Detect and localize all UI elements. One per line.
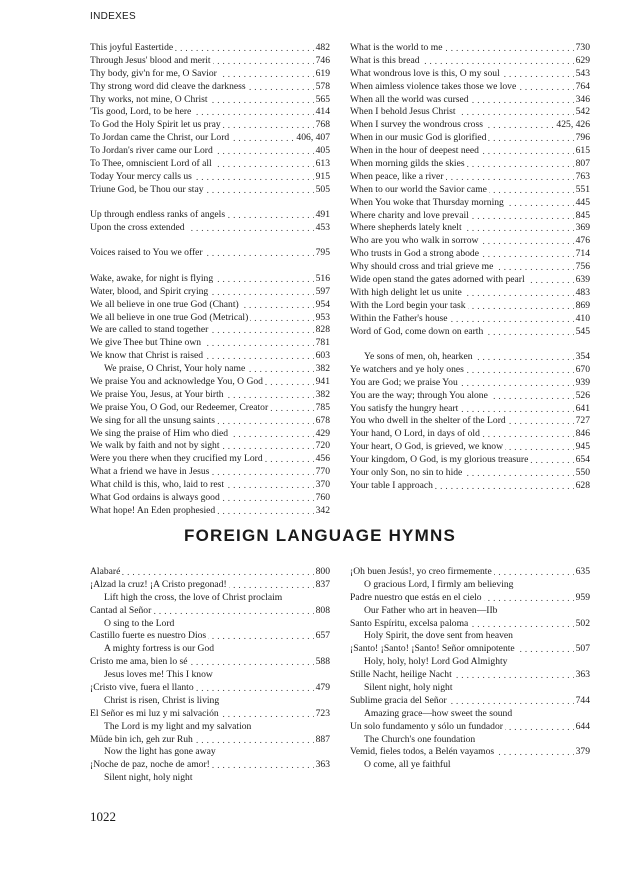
- entry-hymn-number: 756: [575, 261, 590, 273]
- index-entry: [90, 656, 330, 669]
- entry-title: When morning gilds the skies: [350, 158, 465, 170]
- index-entry: [350, 592, 590, 605]
- entry-title: Our Father who art in heaven—IIb: [350, 605, 499, 616]
- entry-hymn-number: 615: [575, 145, 590, 157]
- entry-hymn-number: 597: [315, 285, 330, 297]
- index-entry: [350, 695, 590, 708]
- entry-hymn-number: 629: [575, 54, 590, 66]
- index-entry: [350, 441, 590, 454]
- entry-title: What hope! An Eden prophesied: [90, 504, 216, 516]
- entry-hymn-number: 613: [315, 158, 330, 170]
- index-entry: [90, 440, 330, 453]
- entry-hymn-number: 887: [315, 733, 330, 745]
- entry-hymn-number: 588: [315, 656, 330, 668]
- index-entry: [90, 42, 330, 55]
- entry-title: We sing the praise of Him who died: [90, 427, 229, 439]
- index-entry: [90, 566, 330, 579]
- index-entry: [90, 605, 330, 618]
- entry-title: When I behold Jesus Christ: [350, 106, 456, 118]
- entry-title: Thy works, not mine, O Christ: [90, 93, 208, 105]
- entry-hymn-number: 768: [315, 119, 330, 131]
- entry-title: What a friend we have in Jesus: [90, 466, 210, 478]
- index-entry: [90, 492, 330, 505]
- entry-hymn-number: 543: [575, 67, 590, 79]
- entry-title: Your hand, O Lord, in days of old: [350, 428, 480, 440]
- entry-hymn-number: 369: [575, 222, 590, 234]
- index-entry: [350, 184, 590, 197]
- index-entry: [90, 55, 330, 68]
- entry-title: What is the world to me: [350, 42, 443, 53]
- index-entry: [350, 377, 590, 390]
- index-entry: [90, 479, 330, 492]
- entry-hymn-number: 945: [575, 441, 590, 453]
- index-entry: [350, 669, 590, 682]
- entry-title: ¡Cristo vive, fuera el llanto: [90, 682, 194, 694]
- entry-title: Silent night, holy night: [90, 772, 194, 783]
- index-entry: [90, 273, 330, 286]
- index-entry: [90, 402, 330, 415]
- spacer: [90, 235, 330, 248]
- index-entry: [350, 566, 590, 579]
- entry-hymn-number: 483: [575, 286, 590, 298]
- index-entry: [90, 579, 330, 592]
- entry-title: Your only Son, no sin to hide: [350, 467, 463, 478]
- entry-title: Today Your mercy calls us: [90, 170, 192, 182]
- index-entry: [90, 428, 330, 441]
- index-entry: [90, 158, 330, 171]
- index-column-right: [350, 42, 590, 493]
- entry-hymn-number: 941: [315, 375, 330, 387]
- index-entry: [350, 81, 590, 94]
- entry-title: With high delight let us unite: [350, 286, 462, 298]
- entry-title: When I survey the wondrous cross: [350, 119, 483, 131]
- entry-hymn-number: 959: [575, 591, 590, 603]
- entry-hymn-number: 545: [575, 325, 590, 337]
- entry-title: Word of God, come down on earth: [350, 325, 484, 337]
- entry-hymn-number: 410: [575, 312, 590, 324]
- index-entry: [90, 81, 330, 94]
- index-entry: [350, 364, 590, 377]
- entry-hymn-number: 550: [575, 467, 590, 478]
- entry-title: When aimless violence takes those we love: [350, 80, 517, 92]
- entry-title: Your heart, O God, is grieved, we know: [350, 441, 504, 453]
- entry-title: Sublime gracia del Señor: [350, 694, 447, 706]
- entry-hymn-number: 516: [315, 272, 330, 284]
- index-entry: [90, 145, 330, 158]
- entry-title: You are God; we praise You: [350, 376, 458, 388]
- entry-title: Holy Spirit, the dove sent from heaven: [350, 630, 515, 641]
- index-entry: [90, 630, 330, 643]
- entry-hymn-number: 542: [575, 106, 590, 118]
- index-entry: [350, 261, 590, 274]
- entry-hymn-number: 764: [575, 80, 590, 92]
- entry-title: Santo Espíritu, excelsa paloma: [350, 617, 469, 629]
- spacer: [90, 260, 330, 273]
- foreign-column-right: [350, 566, 590, 772]
- entry-hymn-number: 565: [315, 93, 330, 105]
- index-entry: [90, 708, 330, 721]
- index-entry: [350, 222, 590, 235]
- entry-title: Amazing grace—how sweet the sound: [350, 708, 514, 719]
- running-head: INDEXES: [90, 11, 137, 22]
- entry-title: Cantad al Señor: [90, 604, 152, 616]
- entry-hymn-number: 744: [575, 694, 590, 706]
- index-entry: [350, 106, 590, 119]
- entry-hymn-number: 723: [315, 707, 330, 719]
- entry-hymn-number: 551: [575, 183, 590, 195]
- entry-title: When in the hour of deepest need: [350, 145, 479, 157]
- entry-title: We sing for all the unsung saints: [90, 414, 215, 426]
- entry-title: The Lord is my light and my salvation: [90, 721, 253, 732]
- entry-hymn-number: 644: [575, 720, 590, 732]
- entry-hymn-number: 807: [575, 158, 590, 170]
- entry-hymn-number: 657: [315, 630, 330, 642]
- index-entry: [90, 505, 330, 518]
- entry-title: O come, all ye faithful: [350, 759, 453, 770]
- entry-title: When in our music God is glorified: [350, 132, 487, 144]
- section-title: FOREIGN LANGUAGE HYMNS: [184, 526, 456, 545]
- index-translation: [90, 721, 330, 734]
- index-entry: [90, 209, 330, 222]
- entry-title: Were you there when they crucified my Lord: [90, 453, 263, 465]
- index-entry: [90, 376, 330, 389]
- entry-hymn-number: 429: [315, 427, 330, 439]
- entry-title: To Jordan came the Christ, our Lord: [90, 132, 230, 144]
- entry-hymn-number: 846: [575, 428, 590, 440]
- entry-hymn-number: 603: [315, 350, 330, 362]
- entry-title: Voices raised to You we offer: [90, 247, 203, 259]
- entry-hymn-number: 342: [315, 504, 330, 516]
- entry-hymn-number: 639: [575, 274, 590, 286]
- index-entry: [90, 106, 330, 119]
- entry-title: Through Jesus' blood and merit: [90, 54, 211, 66]
- entry-title: Christ is risen, Christ is living: [90, 695, 221, 706]
- index-entry: [350, 287, 590, 300]
- index-entry: [350, 480, 590, 493]
- index-entry: [350, 210, 590, 223]
- entry-hymn-number: 346: [575, 93, 590, 105]
- index-entry: [90, 222, 330, 235]
- index-entry: [350, 55, 590, 68]
- index-entry: [350, 390, 590, 403]
- entry-title: ¡Alzad la cruz! ¡A Cristo pregonad!: [90, 578, 227, 590]
- index-entry: [90, 132, 330, 145]
- entry-hymn-number: 720: [315, 440, 330, 452]
- entry-hymn-number: 379: [575, 746, 590, 758]
- entry-hymn-number: 869: [575, 299, 590, 311]
- index-entry: [350, 467, 590, 480]
- index-entry: [90, 184, 330, 197]
- index-entry: [350, 746, 590, 759]
- index-translation: [350, 579, 590, 592]
- index-translation: [350, 656, 590, 669]
- index-entry: [350, 274, 590, 287]
- entry-title: Jesus loves me! This I know: [90, 669, 215, 680]
- index-translation: [90, 746, 330, 759]
- entry-title: You satisfy the hungry heart: [350, 402, 459, 414]
- index-entry: [90, 119, 330, 132]
- entry-hymn-number: 654: [575, 454, 590, 466]
- entry-title: What child is this, who, laid to rest: [90, 479, 225, 491]
- entry-title: Silent night, holy night: [350, 682, 454, 693]
- entry-hymn-number: 479: [315, 682, 330, 694]
- index-translation: [350, 759, 590, 772]
- entry-title: Now the light has gone away: [90, 746, 218, 757]
- index-entry: [350, 643, 590, 656]
- entry-title: Triune God, be Thou our stay: [90, 183, 204, 195]
- index-entry: [90, 363, 330, 376]
- entry-hymn-number: 578: [315, 80, 330, 92]
- entry-hymn-number: 828: [315, 324, 330, 336]
- index-entry: [90, 734, 330, 747]
- entry-hymn-number: 507: [575, 643, 590, 655]
- entry-title: Vemid, fieles todos, a Belén vayamos: [350, 746, 495, 758]
- entry-title: A mighty fortress is our God: [90, 643, 216, 654]
- entry-hymn-number: 763: [575, 170, 590, 182]
- entry-hymn-number: 808: [315, 604, 330, 616]
- entry-title: Müde bin ich, geh zur Ruh: [90, 733, 193, 745]
- index-entry: [90, 466, 330, 479]
- entry-title: Ye sons of men, oh, hearken: [350, 351, 475, 362]
- index-entry: [350, 618, 590, 631]
- entry-title: We praise, O Christ, Your holy name: [90, 363, 247, 374]
- index-entry: [350, 721, 590, 734]
- entry-title: Un solo fundamento y sólo un fundador: [350, 720, 503, 732]
- entry-title: We walk by faith and not by sight: [90, 440, 220, 452]
- entry-title: O sing to the Lord: [90, 618, 176, 629]
- index-entry: [350, 415, 590, 428]
- entry-title: O gracious Lord, I firmly am believing: [350, 579, 515, 590]
- entry-title: Thy strong word did cleave the darkness: [90, 80, 246, 92]
- entry-title: Ye watchers and ye holy ones: [350, 363, 464, 375]
- index-entry: [350, 403, 590, 416]
- entry-title: We praise You, O God, our Redeemer, Creator: [90, 401, 269, 413]
- page-number: 1022: [90, 809, 116, 824]
- entry-hymn-number: 370: [315, 479, 330, 491]
- index-entry: [90, 247, 330, 260]
- entry-hymn-number: 845: [575, 209, 590, 221]
- entry-title: What is this bread: [350, 54, 420, 66]
- entry-title: Stille Nacht, heilige Nacht: [350, 669, 452, 681]
- entry-hymn-number: 800: [315, 566, 330, 577]
- entry-title: To Jordan's river came our Lord: [90, 145, 213, 157]
- entry-title: You are the way; through You alone: [350, 389, 488, 401]
- index-translation: [90, 669, 330, 682]
- entry-title: Padre nuestro que estás en el cielo: [350, 591, 482, 603]
- index-entry: [90, 759, 330, 772]
- entry-title: With the Lord begin your task: [350, 299, 466, 311]
- entry-title: Your table I approach: [350, 479, 433, 491]
- index-translation: [350, 630, 590, 643]
- entry-title: 'Tis good, Lord, to be here: [90, 106, 192, 118]
- entry-title: Where charity and love prevail: [350, 209, 469, 221]
- entry-hymn-number: 619: [315, 67, 330, 79]
- entry-hymn-number: 453: [315, 222, 330, 234]
- entry-title: To Thee, omniscient Lord of all: [90, 158, 212, 170]
- entry-hymn-number: 953: [315, 311, 330, 323]
- index-entry: [350, 351, 590, 364]
- index-entry: [350, 119, 590, 132]
- entry-title: We know that Christ is raised: [90, 350, 204, 362]
- entry-title: What God ordains is always good: [90, 492, 220, 503]
- index-entry: [350, 158, 590, 171]
- entry-title: Alabaré: [90, 566, 121, 577]
- entry-title: Water, blood, and Spirit crying: [90, 285, 209, 297]
- entry-title: Thy body, giv'n for me, O Savior: [90, 67, 217, 79]
- index-entry: [350, 235, 590, 248]
- entry-hymn-number: 670: [575, 363, 590, 375]
- entry-hymn-number: 796: [575, 132, 590, 144]
- entry-title: Wake, awake, for night is flying: [90, 272, 214, 284]
- entry-title: What wondrous love is this, O my soul: [350, 67, 500, 79]
- index-entry: [350, 145, 590, 158]
- index-translation: [90, 592, 330, 605]
- entry-hymn-number: 363: [575, 669, 590, 681]
- entry-hymn-number: 502: [575, 617, 590, 629]
- entry-hymn-number: 714: [575, 248, 590, 260]
- entry-hymn-number: 795: [315, 247, 330, 259]
- entry-title: Where shepherds lately knelt: [350, 222, 462, 234]
- index-entry: [350, 132, 590, 145]
- entry-title: When You woke that Thursday morning: [350, 196, 504, 208]
- index-entry: [90, 171, 330, 184]
- entry-hymn-number: 363: [315, 759, 330, 771]
- index-translation: [90, 618, 330, 631]
- entry-hymn-number: 628: [575, 479, 590, 491]
- entry-title: Within the Father's house: [350, 312, 448, 324]
- spacer: [350, 338, 590, 351]
- entry-hymn-number: 491: [315, 209, 330, 221]
- index-entry: [350, 428, 590, 441]
- index-entry: [350, 42, 590, 55]
- entry-hymn-number: 746: [315, 54, 330, 66]
- entry-hymn-number: 476: [575, 235, 590, 247]
- entry-title: To God the Holy Spirit let us pray: [90, 119, 221, 131]
- index-entry: [350, 248, 590, 261]
- index-translation: [350, 708, 590, 721]
- index-entry: [350, 171, 590, 184]
- entry-title: This joyful Eastertide: [90, 42, 174, 53]
- index-entry: [90, 415, 330, 428]
- index-translation: [90, 695, 330, 708]
- entry-title: El Señor es mi luz y mi salvación: [90, 707, 219, 719]
- entry-hymn-number: 730: [575, 42, 590, 53]
- entry-hymn-number: 456: [315, 453, 330, 465]
- entry-title: We praise You and acknowledge You, O God: [90, 375, 263, 387]
- entry-hymn-number: 837: [315, 578, 330, 590]
- entry-hymn-number: 526: [575, 389, 590, 401]
- index-entry: [350, 326, 590, 339]
- index-entry: [90, 312, 330, 325]
- entry-title: Holy, holy, holy! Lord God Almighty: [350, 656, 509, 667]
- index-entry: [90, 94, 330, 107]
- entry-hymn-number: 770: [315, 466, 330, 478]
- index-entry: [90, 682, 330, 695]
- index-entry: [90, 68, 330, 81]
- entry-title: When peace, like a river: [350, 170, 444, 182]
- entry-hymn-number: 939: [575, 376, 590, 388]
- entry-title: When to our world the Savior came: [350, 183, 487, 195]
- index-entry: [350, 197, 590, 210]
- entry-hymn-number: 678: [315, 414, 330, 426]
- spacer: [90, 197, 330, 210]
- entry-title: We all believe in one true God (Metrical): [90, 311, 249, 323]
- entry-title: Your kingdom, O God, is my glorious treasure: [350, 454, 529, 466]
- foreign-column-left: [90, 566, 330, 785]
- entry-hymn-number: 425, 426: [556, 119, 590, 131]
- index-entry: [90, 286, 330, 299]
- entry-hymn-number: 354: [575, 350, 590, 362]
- entry-title: We give Thee but Thine own: [90, 337, 202, 349]
- entry-title: We are called to stand together: [90, 324, 209, 336]
- entry-title: Up through endless ranks of angels: [90, 209, 226, 221]
- entry-title: We praise You, Jesus, at Your birth: [90, 388, 224, 400]
- entry-title: We all believe in one true God (Chant): [90, 298, 239, 310]
- index-translation: [350, 734, 590, 747]
- entry-hymn-number: 382: [315, 388, 330, 400]
- index-translation: [90, 643, 330, 656]
- entry-hymn-number: 505: [315, 183, 330, 195]
- index-entry: [90, 299, 330, 312]
- index-entry: [350, 94, 590, 107]
- entry-hymn-number: 406, 407: [296, 132, 330, 144]
- entry-hymn-number: 727: [575, 415, 590, 427]
- entry-title: You who dwell in the shelter of the Lord: [350, 415, 506, 427]
- entry-hymn-number: 641: [575, 402, 590, 414]
- index-entry: [350, 313, 590, 326]
- index-translation: [350, 605, 590, 618]
- entry-title: When all the world was cursed: [350, 93, 469, 105]
- index-entry: [90, 389, 330, 402]
- entry-hymn-number: 915: [315, 170, 330, 182]
- index-entry: [350, 454, 590, 467]
- index-translation: [90, 772, 330, 785]
- entry-hymn-number: 760: [315, 492, 330, 503]
- entry-hymn-number: 382: [315, 363, 330, 375]
- index-entry: [90, 337, 330, 350]
- index-entry: [90, 324, 330, 337]
- index-entry: [90, 350, 330, 363]
- entry-hymn-number: 785: [315, 401, 330, 413]
- entry-title: ¡Noche de paz, noche de amor!: [90, 759, 210, 771]
- entry-title: Upon the cross extended: [90, 222, 185, 234]
- entry-hymn-number: 414: [315, 106, 330, 118]
- entry-hymn-number: 445: [575, 196, 590, 208]
- entry-hymn-number: 482: [315, 42, 330, 53]
- entry-title: Who trusts in God a strong abode: [350, 248, 479, 260]
- entry-title: Lift high the cross, the love of Christ proclaim: [90, 592, 284, 603]
- entry-hymn-number: 781: [315, 337, 330, 349]
- entry-title: Why should cross and trial grieve me: [350, 261, 494, 273]
- index-entry: [350, 300, 590, 313]
- entry-hymn-number: 635: [575, 566, 590, 577]
- entry-title: Who are you who walk in sorrow: [350, 235, 479, 247]
- entry-title: The Church's one foundation: [350, 734, 477, 745]
- entry-title: ¡Oh buen Jesús!, yo creo firmemente: [350, 566, 492, 577]
- entry-title: Cristo me ama, bien lo sé: [90, 656, 188, 668]
- index-column-left: [90, 42, 330, 518]
- entry-hymn-number: 954: [315, 298, 330, 310]
- entry-title: ¡Santo! ¡Santo! ¡Santo! Señor omnipotente: [350, 643, 515, 655]
- entry-title: Wide open stand the gates adorned with pearl: [350, 274, 525, 286]
- index-entry: [350, 68, 590, 81]
- index-entry: [90, 453, 330, 466]
- index-translation: [350, 682, 590, 695]
- entry-title: Castillo fuerte es nuestro Dios: [90, 630, 207, 642]
- entry-hymn-number: 405: [315, 145, 330, 157]
